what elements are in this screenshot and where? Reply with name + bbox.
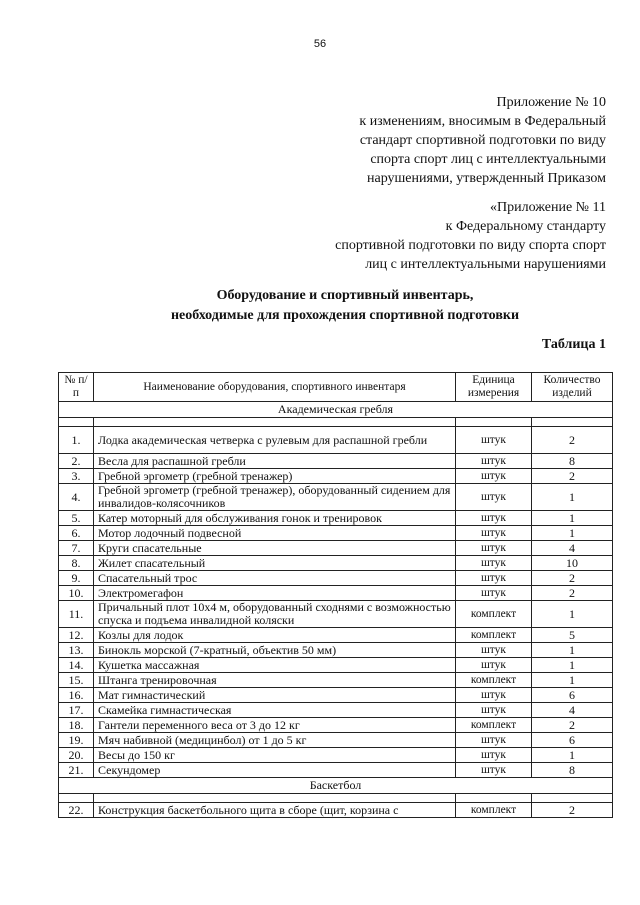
spacer-cell <box>532 794 613 803</box>
cell-unit: штук <box>456 484 532 511</box>
table-row <box>59 673 613 688</box>
cell-unit: комплект <box>456 803 532 818</box>
table-row <box>59 469 613 484</box>
cell-name: Спасательный трос <box>94 571 456 586</box>
cell-name: Мат гимнастический <box>94 688 456 703</box>
annex-line: к Федеральному стандарту <box>445 219 606 234</box>
cell-unit: штук <box>456 643 532 658</box>
table-row <box>59 803 613 818</box>
table-row <box>59 658 613 673</box>
table-row <box>59 733 613 748</box>
cell-name: Гребной эргометр (гребной тренажер) <box>94 469 456 484</box>
table-section-row <box>59 778 613 794</box>
table-row <box>59 763 613 778</box>
cell-num: 12. <box>59 628 94 643</box>
cell-qty: 2 <box>532 586 613 601</box>
cell-unit: комплект <box>456 628 532 643</box>
cell-unit: штук <box>456 748 532 763</box>
table-row <box>59 556 613 571</box>
table-row <box>59 643 613 658</box>
table-row <box>59 748 613 763</box>
annex-line: лиц с интеллектуальными нарушениями <box>365 257 606 272</box>
header-name: Наименование оборудования, спортивного инвентаря <box>94 373 456 402</box>
cell-num: 3. <box>59 469 94 484</box>
annex-line: стандарт спортивной подготовки по виду <box>359 133 606 148</box>
table-row <box>59 484 613 511</box>
table-row <box>59 601 613 628</box>
cell-num: 13. <box>59 643 94 658</box>
cell-name: Конструкция баскетбольного щита в сборе (щит, корзина с <box>94 803 456 818</box>
cell-num: 2. <box>59 454 94 469</box>
cell-name: Причальный плот 10х4 м, оборудованный сходнями с возможностью спуска и подъема инвалидной коляски <box>94 601 456 628</box>
cell-name: Бинокль морской (7-кратный, объектив 50 мм) <box>94 643 456 658</box>
cell-unit: штук <box>456 556 532 571</box>
table-row <box>59 511 613 526</box>
cell-qty: 6 <box>532 688 613 703</box>
cell-num: 22. <box>59 803 94 818</box>
cell-num: 16. <box>59 688 94 703</box>
spacer-cell <box>94 794 456 803</box>
cell-qty: 1 <box>532 526 613 541</box>
cell-unit: штук <box>456 733 532 748</box>
cell-unit: штук <box>456 469 532 484</box>
cell-qty: 6 <box>532 733 613 748</box>
cell-name: Весла для распашной гребли <box>94 454 456 469</box>
spacer-cell <box>59 418 94 427</box>
cell-num: 9. <box>59 571 94 586</box>
cell-qty: 2 <box>532 469 613 484</box>
cell-unit: штук <box>456 526 532 541</box>
cell-num: 21. <box>59 763 94 778</box>
page-number: 56 <box>313 38 327 50</box>
cell-name: Лодка академическая четверка с рулевым для распашной гребли <box>94 427 456 454</box>
table-caption: Таблица 1 <box>541 337 606 352</box>
cell-unit: штук <box>456 688 532 703</box>
cell-name: Весы до 150 кг <box>94 748 456 763</box>
cell-name: Гребной эргометр (гребной тренажер), оборудованный сидением для инвалидов-колясочников <box>94 484 456 511</box>
cell-unit: штук <box>456 541 532 556</box>
cell-qty: 1 <box>532 484 613 511</box>
cell-num: 14. <box>59 658 94 673</box>
equipment-table <box>58 372 613 818</box>
cell-num: 18. <box>59 718 94 733</box>
cell-qty: 1 <box>532 511 613 526</box>
cell-name: Кушетка массажная <box>94 658 456 673</box>
cell-name: Круги спасательные <box>94 541 456 556</box>
annex-line: спорта спорт лиц с интеллектуальными <box>370 152 606 167</box>
cell-unit: комплект <box>456 673 532 688</box>
cell-name: Гантели переменного веса от 3 до 12 кг <box>94 718 456 733</box>
cell-qty: 2 <box>532 571 613 586</box>
table-body <box>59 402 613 818</box>
cell-num: 6. <box>59 526 94 541</box>
cell-unit: штук <box>456 511 532 526</box>
table-row <box>59 688 613 703</box>
cell-unit: штук <box>456 763 532 778</box>
cell-qty: 4 <box>532 703 613 718</box>
cell-unit: штук <box>456 427 532 454</box>
cell-name: Секундомер <box>94 763 456 778</box>
document-title-line-2: необходимые для прохождения спортивной подготовки <box>170 308 520 323</box>
table-header-row <box>59 373 613 402</box>
cell-qty: 10 <box>532 556 613 571</box>
table-spacer-row <box>59 794 613 803</box>
cell-qty: 2 <box>532 718 613 733</box>
cell-name: Катер моторный для обслуживания гонок и тренировок <box>94 511 456 526</box>
cell-unit: комплект <box>456 718 532 733</box>
cell-num: 4. <box>59 484 94 511</box>
table-row <box>59 718 613 733</box>
annex-reference-bottom <box>335 198 606 274</box>
annex-line: Приложение № 10 <box>496 95 606 110</box>
annex-line: нарушениями, утвержденный Приказом <box>367 171 606 186</box>
spacer-cell <box>532 418 613 427</box>
header-qty: Количество изделий <box>532 373 613 402</box>
cell-num: 19. <box>59 733 94 748</box>
header-num: № п/п <box>59 373 94 402</box>
cell-qty: 1 <box>532 601 613 628</box>
cell-name: Мотор лодочный подвесной <box>94 526 456 541</box>
cell-num: 11. <box>59 601 94 628</box>
cell-qty: 2 <box>532 427 613 454</box>
document-title-line-1: Оборудование и спортивный инвентарь, <box>216 288 474 303</box>
section-title: Баскетбол <box>59 778 613 794</box>
document-title <box>0 286 640 326</box>
spacer-cell <box>456 794 532 803</box>
annex-line: «Приложение № 11 <box>490 200 606 215</box>
cell-qty: 8 <box>532 763 613 778</box>
annex-line: спортивной подготовки по виду спорта спорт <box>335 238 606 253</box>
spacer-cell <box>94 418 456 427</box>
cell-name: Электромегафон <box>94 586 456 601</box>
cell-num: 8. <box>59 556 94 571</box>
table-row <box>59 427 613 454</box>
cell-num: 17. <box>59 703 94 718</box>
cell-qty: 1 <box>532 673 613 688</box>
cell-qty: 5 <box>532 628 613 643</box>
cell-unit: штук <box>456 658 532 673</box>
header-unit: Единица измерения <box>456 373 532 402</box>
table-row <box>59 628 613 643</box>
table-row <box>59 571 613 586</box>
cell-name: Скамейка гимнастическая <box>94 703 456 718</box>
cell-unit: комплект <box>456 601 532 628</box>
spacer-cell <box>59 794 94 803</box>
section-title: Академическая гребля <box>59 402 613 418</box>
cell-name: Козлы для лодок <box>94 628 456 643</box>
annex-reference-top <box>359 93 606 188</box>
cell-qty: 4 <box>532 541 613 556</box>
table-row <box>59 454 613 469</box>
cell-qty: 1 <box>532 643 613 658</box>
cell-qty: 2 <box>532 803 613 818</box>
table-row <box>59 526 613 541</box>
table-row <box>59 703 613 718</box>
cell-unit: штук <box>456 571 532 586</box>
table-section-row <box>59 402 613 418</box>
cell-num: 5. <box>59 511 94 526</box>
table-row <box>59 586 613 601</box>
cell-qty: 1 <box>532 748 613 763</box>
cell-name: Мяч набивной (медицинбол) от 1 до 5 кг <box>94 733 456 748</box>
cell-unit: штук <box>456 586 532 601</box>
spacer-cell <box>456 418 532 427</box>
cell-num: 1. <box>59 427 94 454</box>
cell-qty: 1 <box>532 658 613 673</box>
cell-num: 7. <box>59 541 94 556</box>
annex-line: к изменениям, вносимым в Федеральный <box>359 114 606 129</box>
cell-num: 10. <box>59 586 94 601</box>
cell-num: 15. <box>59 673 94 688</box>
table-row <box>59 541 613 556</box>
cell-unit: штук <box>456 703 532 718</box>
cell-name: Жилет спасательный <box>94 556 456 571</box>
cell-name: Штанга тренировочная <box>94 673 456 688</box>
cell-unit: штук <box>456 454 532 469</box>
cell-num: 20. <box>59 748 94 763</box>
cell-qty: 8 <box>532 454 613 469</box>
table-spacer-row <box>59 418 613 427</box>
